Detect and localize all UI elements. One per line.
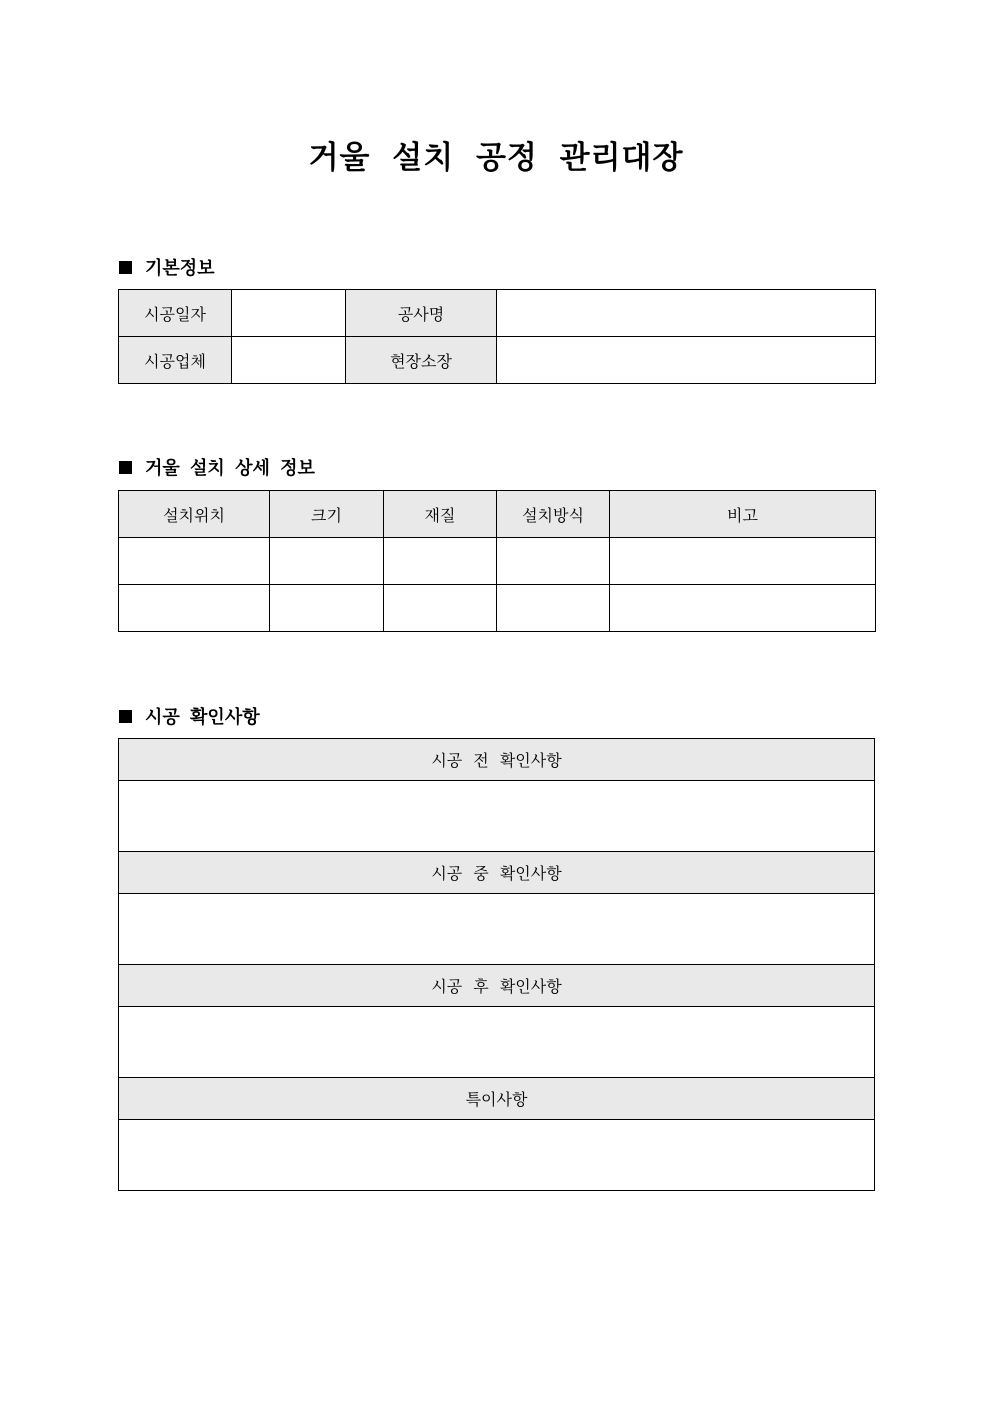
section-title-detail-label: 거울 설치 상세 정보 [145, 458, 315, 479]
table-row [119, 290, 876, 337]
construction-date-field[interactable] [232, 290, 346, 337]
pre-construction-notes[interactable] [119, 781, 875, 852]
label-during-construction: 시공 중 확인사항 [119, 852, 875, 894]
label-pre-construction: 시공 전 확인사항 [119, 739, 875, 781]
table-row [119, 965, 875, 1007]
cell-remarks[interactable] [610, 538, 876, 585]
section-title-detail [119, 454, 315, 480]
cell-material[interactable] [384, 538, 497, 585]
table-row [119, 585, 876, 632]
cell-size[interactable] [270, 585, 384, 632]
cell-location[interactable] [119, 538, 270, 585]
cell-size[interactable] [270, 538, 384, 585]
label-site-manager: 현장소장 [346, 337, 497, 384]
label-special-notes: 특이사항 [119, 1078, 875, 1120]
section-title-check [119, 703, 260, 729]
table-header-row [119, 491, 876, 538]
basic-info-table [118, 289, 876, 384]
label-project-name: 공사명 [346, 290, 497, 337]
cell-method[interactable] [497, 585, 610, 632]
table-row [119, 852, 875, 894]
section-title-basic-label: 기본정보 [145, 258, 215, 279]
label-construction-date: 시공일자 [119, 290, 232, 337]
special-notes[interactable] [119, 1120, 875, 1191]
table-row [119, 337, 876, 384]
construction-check-table [118, 738, 875, 1191]
header-size: 크기 [270, 491, 384, 538]
square-bullet-icon [119, 710, 132, 723]
header-method: 설치방식 [497, 491, 610, 538]
mirror-detail-table [118, 490, 876, 632]
header-material: 재질 [384, 491, 497, 538]
section-title-check-label: 시공 확인사항 [145, 707, 260, 728]
cell-remarks[interactable] [610, 585, 876, 632]
cell-location[interactable] [119, 585, 270, 632]
site-manager-field[interactable] [497, 337, 876, 384]
table-row [119, 781, 875, 852]
cell-method[interactable] [497, 538, 610, 585]
square-bullet-icon [119, 261, 132, 274]
project-name-field[interactable] [497, 290, 876, 337]
label-post-construction: 시공 후 확인사항 [119, 965, 875, 1007]
page-title: 거울 설치 공정 관리대장 [308, 140, 684, 176]
square-bullet-icon [119, 461, 132, 474]
label-contractor: 시공업체 [119, 337, 232, 384]
table-row [119, 894, 875, 965]
contractor-field[interactable] [232, 337, 346, 384]
cell-material[interactable] [384, 585, 497, 632]
section-title-basic [119, 254, 215, 280]
table-row [119, 1007, 875, 1078]
table-row [119, 739, 875, 781]
post-construction-notes[interactable] [119, 1007, 875, 1078]
table-row [119, 1120, 875, 1191]
header-remarks: 비고 [610, 491, 876, 538]
during-construction-notes[interactable] [119, 894, 875, 965]
header-location: 설치위치 [119, 491, 270, 538]
table-row [119, 1078, 875, 1120]
table-row [119, 538, 876, 585]
